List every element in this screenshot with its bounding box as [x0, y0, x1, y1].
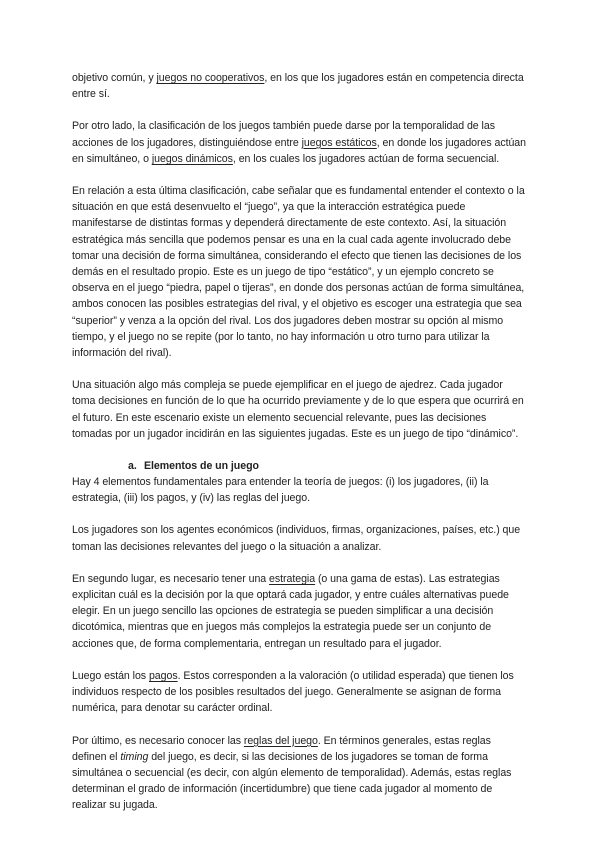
heading-text: Elementos de un juego [144, 460, 259, 473]
term-non-cooperative-games: juegos no cooperativos [156, 72, 265, 84]
paragraph-rules: Por último, es necesario conocer las reglas del juego. En términos generales, estas reglas definen el timing del juego, es decir, si las decisiones de los jugadores se toman de forma simultánea o secuencial (es decir, con algún elemento de temporalidad). Además, estas reglas determinan el grado de información (incertidumbre) que tiene cada jugador al momento de realizar su jugada. [72, 734, 512, 812]
heading-marker: a. [128, 460, 137, 473]
term-rules-of-game: reglas del juego [243, 734, 318, 747]
term-strategy: estrategia [269, 572, 316, 585]
paragraph-cooperative-games: objetivo común, y juegos no cooperativos, en los que los jugadores están en competencia directa entre sí. [72, 72, 524, 101]
term-dynamic-games: juegos dinámicos [151, 152, 233, 165]
term-timing: timing [120, 750, 149, 763]
paragraph-dynamic-example: Una situación algo más compleja se puede ejemplificar en el juego de ajedrez. Cada jugador toma decisiones en función de lo que ha ocurrido previamente y de lo que espera que ocurrirá en el futuro. En este escenario existe un elemento secuencial relevante, pues las decisiones tomadas por un jugador incidirán en las siguientes jugadas. Este es un juego de tipo “dinámico”. [72, 379, 524, 440]
document-page [72, 70, 528, 830]
paragraph-payoffs: Luego están los pagos. Estos corresponden a la valoración (o utilidad esperada) que tienen los individuos respecto de los posibles resultados del juego. Generalmente se asignan de forma numérica, para denotar su carácter ordinal. [72, 669, 514, 715]
paragraph-strategy: En segundo lugar, es necesario tener una estrategia (o una gama de estas). Las estrategias explicitan cuál es la decisión por la que optará cada jugador, y entre cuáles alternativas puede elegir. En un juego sencillo las opciones de estrategia se pueden simplificar a una decisión dicotómica, mientras que en juegos más complejos la estrategia puede ser un conjunto de acciones que, de forma complementaria, entregan un resultado para el jugador. [72, 572, 509, 650]
term-payoffs: pagos [148, 669, 178, 682]
paragraph-static-example: En relación a esta última clasificación, cabe señalar que es fundamental entender el contexto o la situación en que está desenvuelto el “juego”, ya que la interacción estratégica puede manifestarse de distintas formas y dependerá directamente de este contexto. Así, la situación estratégica más sencilla que podemos pensar es una en la cual cada agente involucrado debe tomar una decisión de forma simultánea, considerando el efecto que tienen las decisiones de los demás en el resultado propio. Este es un juego de tipo “estático”, y un ejemplo concreto se observa en el juego “piedra, papel o tijeras”, en donde dos personas actúan de forma simultánea, ambos conocen las posibles estrategias del rival, y el objetivo es escoger una estrategia que sea “superior” y venza a la opción del rival. Los dos jugadores deben mostrar su opción al mismo tiempo, y el juego no se repite (por lo tanto, no hay información u otro turno para utilizar la información del rival). [72, 185, 525, 360]
term-static-games: juegos estáticos [301, 136, 377, 149]
paragraph-players: Los jugadores son los agentes económicos (individuos, firmas, organizaciones, países, etc.) que toman las decisiones relevantes del juego o la situación a analizar. [72, 524, 521, 553]
paragraph-four-elements: Hay 4 elementos fundamentales para entender la teoría de juegos: (i) los jugadores, (ii) la estrategia, (iii) los pagos, y (iv) las reglas del juego. [72, 476, 489, 505]
section-heading [72, 458, 528, 474]
paragraph-temporality: Por otro lado, la clasificación de los juegos también puede darse por la temporalidad de las acciones de los jugadores, distinguiéndose entre juegos estáticos, en donde los jugadores actúan en simultáneo, o juegos dinámicos, en los cuales los jugadores actúan de forma secuencial. [72, 120, 526, 165]
